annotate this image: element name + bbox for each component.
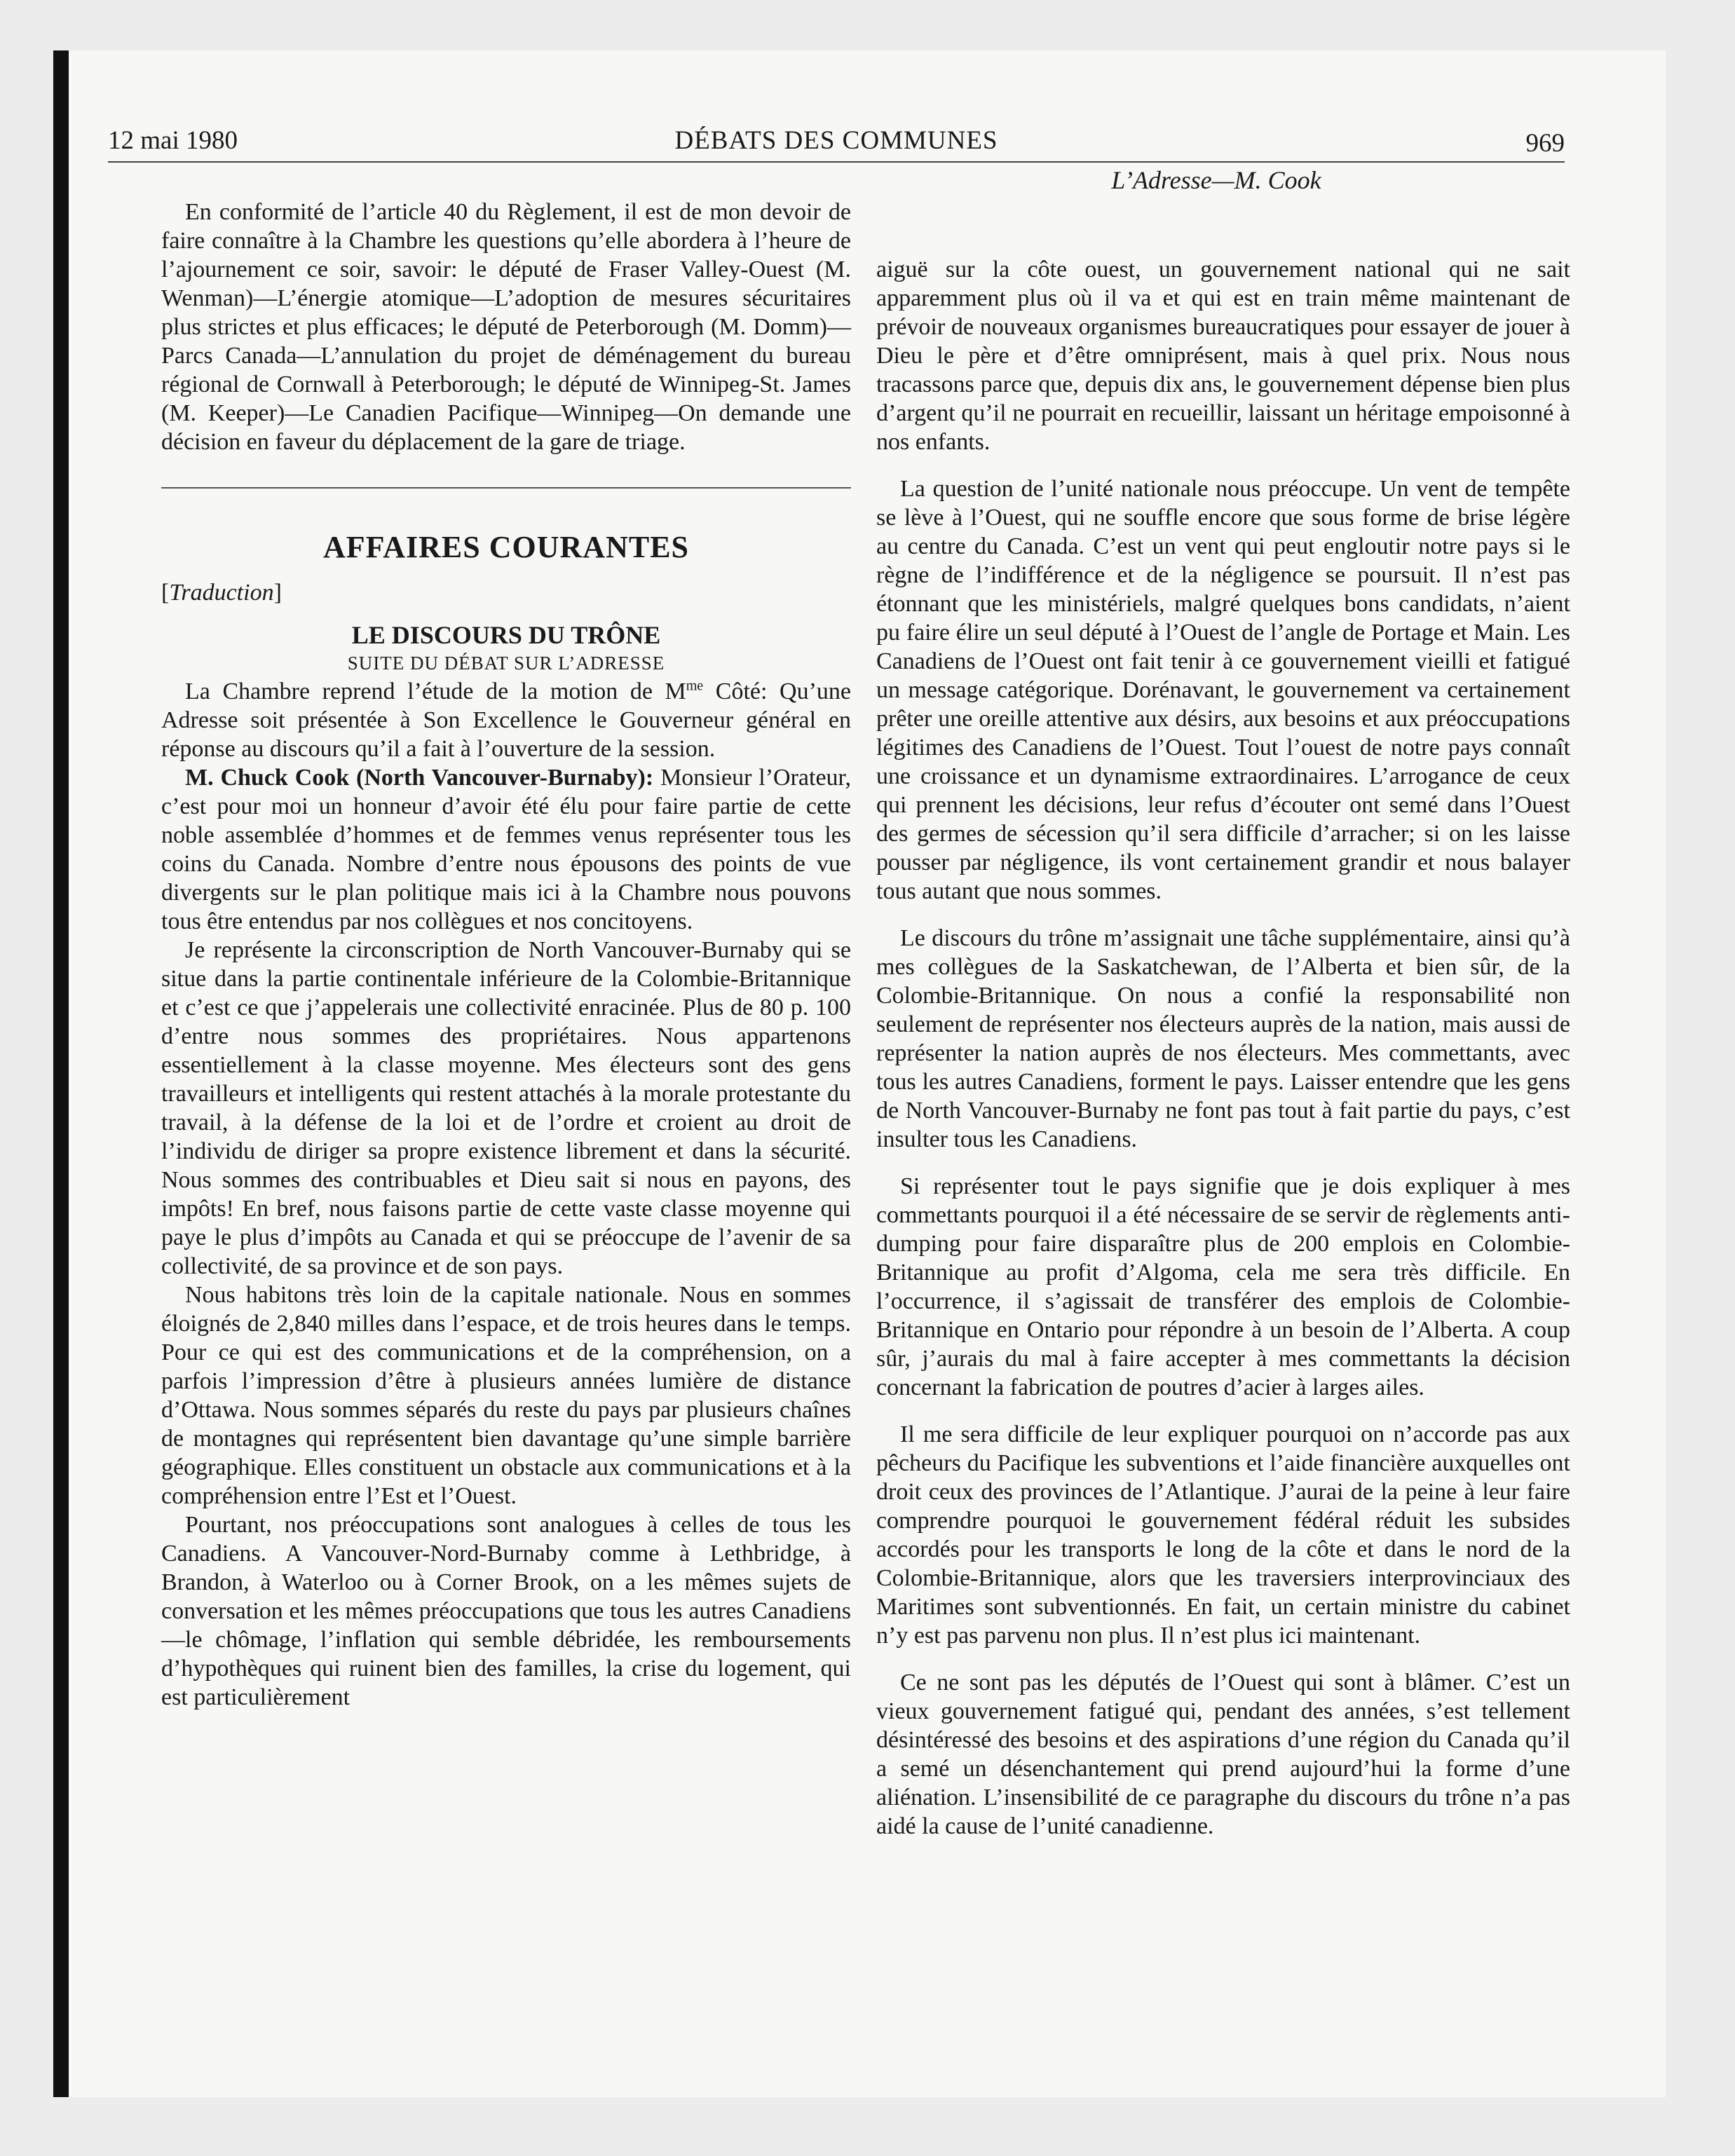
body-paragraph: Nous habitons très loin de la capitale nationale. Nous en sommes éloignés de 2,840 milles dans l’espace, et de trois heures dans le temps. Pour ce qui est des communications et de la compréhension, on a parfois l’impression d’être à plusieurs années lumière de distance d’Ottawa. Nous sommes séparés du reste du pays par plusieurs chaînes de montagnes qui représentent bien davantage qu’une simple barrière géographique. Elles constituent un obstacle aux communications et à la compréhension entre l’Est et l’Ouest. (161, 1282, 851, 1509)
header-journal-title: DÉBATS DES COMMUNES (674, 126, 998, 155)
translation-note: [Traduction] (161, 580, 282, 606)
speech-opening-text: Monsieur l’Orateur, c’est pour moi un honneur d’avoir été élu pour faire partie de cette noble assemblée d’hommes et de femmes venus représenter tous les coins du Canada. Nombre d’entre nous épousons des points de vue divergents sur le plan politique mais ici à la Chambre nous pouvons tous être entendus par nos collègues et nos concitoyens. (161, 765, 851, 934)
section-heading: AFFAIRES COURANTES (322, 530, 690, 564)
motion-superscript: me (686, 678, 704, 694)
body-paragraph: La question de l’unité nationale nous préoccupe. Un vent de tempête se lève à l’Ouest, qui ne souffle encore que sous forme de brise légère au centre du Canada. C’est un vent qui peut engloutir notre pays si le règne de l’indifférence et de la négligence se poursuit. Il n’est pas étonnant que les ministériels, malgré quelques bons candidats, n’aient pu faire élire un seul député à l’Ouest de l’angle de Portage et Main. Les Canadiens de l’Ouest ont fait tenir à ce gouvernement vieilli et fatigué un message catégorique. Dorénavant, le gouvernement va certainement prêter une oreille attentive aux désirs, aux besoins et aux préoccupations légitimes des Canadiens de l’Ouest. Tout l’ouest de notre pays connaît une croissance et un dynamisme extraordinaires. L’arrogance de ceux qui prennent les décisions, leur refus d’écouter ont semé dans l’Ouest des germes de sécession qu’il sera difficile d’arracher; si on les laisse pousser par négligence, ils vont certainement grandir et nous balayer tous autant que nous sommes. (876, 476, 1570, 904)
speaker-name: M. Chuck Cook (North Vancouver-Burnaby): (185, 765, 654, 791)
subheading: SUITE DU DÉBAT SUR L’ADRESSE (347, 653, 665, 674)
right-column (876, 255, 1570, 1859)
body-paragraph: Pourtant, nos préoccupations sont analogues à celles de tous les Canadiens. A Vancouver-Nord-Burnaby comme à Lethbridge, à Brandon, à Waterloo ou à Corner Brook, on a les mêmes sujets de conversation et les mêmes préoccupations que tous les autres Canadiens—le chômage, l’inflation qui semble débridée, les remboursements d’hypothèques qui ruinent bien des familles, la crise du logement, qui est particulièrement (161, 1512, 851, 1710)
motion-paragraph (161, 677, 851, 763)
body-paragraph: Si représenter tout le pays signifie que je dois expliquer à mes commettants pourquoi il a été nécessaire de se servir de règlements anti-dumping pour faire disparaître plus de 200 emplois en Colombie-Britannique au profit d’Algoma, cela me sera très difficile. En l’occurrence, il s’agissait de transférer des emplois de Colombie-Britannique en Ontario pour répondre à un besoin de l’Alberta. A coup sûr, j’aurais du mal à faire accepter à mes commettants la décision concernant la fabrication de poutres d’acier à larges ailes. (876, 1173, 1570, 1400)
speech-opening-paragraph (161, 763, 851, 936)
body-paragraph: Il me sera difficile de leur expliquer pourquoi on n’accorde pas aux pêcheurs du Pacifique les subventions et l’aide financière auxquelles ont droit ceux des provinces de l’Atlantique. J’aurai de la peine à leur faire comprendre pourquoi le gouvernement fédéral réduit les subsides accordés pour les transports le long de la côte et dans le nord de la Colombie-Britannique, alors que les traversiers interprovinciaux des Maritimes sont subventionnés. En fait, un certain ministre du cabinet n’y est pas parvenu non plus. Il n’est plus ici maintenant. (876, 1421, 1570, 1649)
body-paragraph: Je représente la circonscription de North Vancouver-Burnaby qui se situe dans la partie continentale inférieure de la Colombie-Britannique et c’est ce que j’appelerais une collectivité enracinée. Plus de 80 p. 100 d’entre nous sommes des propriétaires. Nous appartenons essentiellement à la classe moyenne. Mes électeurs sont des gens travailleurs et intelligents qui restent attachés à la morale protestante du travail, à la défense de la loi et de l’ordre et croient au droit de l’individu de diriger sa propre existence librement et dans la sécurité. Nous sommes des contribuables et Dieu sait si nous en payons, des impôts! En bref, nous faisons partie de cette vaste classe moyenne qui paye le plus d’impôts au Canada et qui se préoccupe de l’avenir de sa collectivité, de sa province et de son pays. (161, 937, 851, 1279)
body-paragraph: Ce ne sont pas les députés de l’Ouest qui sont à blâmer. C’est un vieux gouvernement fatigué qui, pendant des années, s’est tellement désintéressé des besoins et des aspirations d’une région du Canada qu’il a semé un désenchantement qui prend aujourd’hui la forme d’une aliénation. L’insensibilité de ce paragraphe du discours du trône n’a pas aidé la cause de l’unité canadienne. (876, 1670, 1570, 1839)
subject-heading: LE DISCOURS DU TRÔNE (351, 621, 661, 649)
left-column (161, 198, 851, 1712)
header-date: 12 mai 1980 (108, 126, 238, 155)
translation-note-text: Traduction (169, 580, 274, 606)
section-divider (161, 487, 851, 489)
body-paragraph: aiguë sur la côte ouest, un gouvernement national qui ne sait apparemment plus où il va et qui est en train même maintenant de prévoir de nouveaux organismes bureaucratiques pour essayer de jouer à Dieu le père et d’être omniprésent, mais à quel prix. Nous nous tracassons parce que, depuis dix ans, le gouvernement dépense bien plus d’argent qu’il ne pourrait en recueillir, laissant un héritage empoisonné à nos enfants. (876, 257, 1570, 455)
motion-text-after: Côté: Qu’une Adresse soit présentée à Son Excellence le Gouverneur général en réponse au discours qu’il a fait à l’ouverture de la session. (161, 678, 851, 762)
running-head: L’Adresse—M. Cook (1111, 166, 1321, 194)
binding-edge (53, 50, 69, 2097)
motion-text-before: La Chambre reprend l’étude de la motion de M (185, 678, 686, 704)
body-paragraph: Le discours du trône m’assignait une tâche supplémentaire, ainsi qu’à mes collègues de la Saskatchewan, de l’Alberta et bien sûr, de la Colombie-Britannique. On nous a confié la responsabilité non seulement de représenter nos électeurs auprès de la nation, mais aussi de représenter la nation auprès de nos électeurs. Mes commettants, avec tous les autres Canadiens, forment le pays. Laisser entendre que les gens de North Vancouver-Burnaby ne font pas tout à fait partie du pays, c’est insulter tous les Canadiens. (876, 925, 1570, 1152)
page-number: 969 (1525, 129, 1565, 158)
adjournment-notice: En conformité de l’article 40 du Règlement, il est de mon devoir de faire connaître à la Chambre les questions qu’elle abordera à l’heure de l’ajournement ce soir, savoir: le député de Fraser Valley-Ouest (M. Wenman)—L’énergie atomique—L’adoption de mesures sécuritaires plus strictes et plus efficaces; le député de Peterborough (M. Domm)—Parcs Canada—L’annulation du projet de déménagement du bureau régional de Cornwall à Peterborough; le député de Winnipeg-St. James (M. Keeper)—Le Canadien Pacifique—Winnipeg—On demande une décision en faveur du déplacement de la gare de triage. (161, 199, 851, 455)
page-header (108, 112, 1565, 163)
